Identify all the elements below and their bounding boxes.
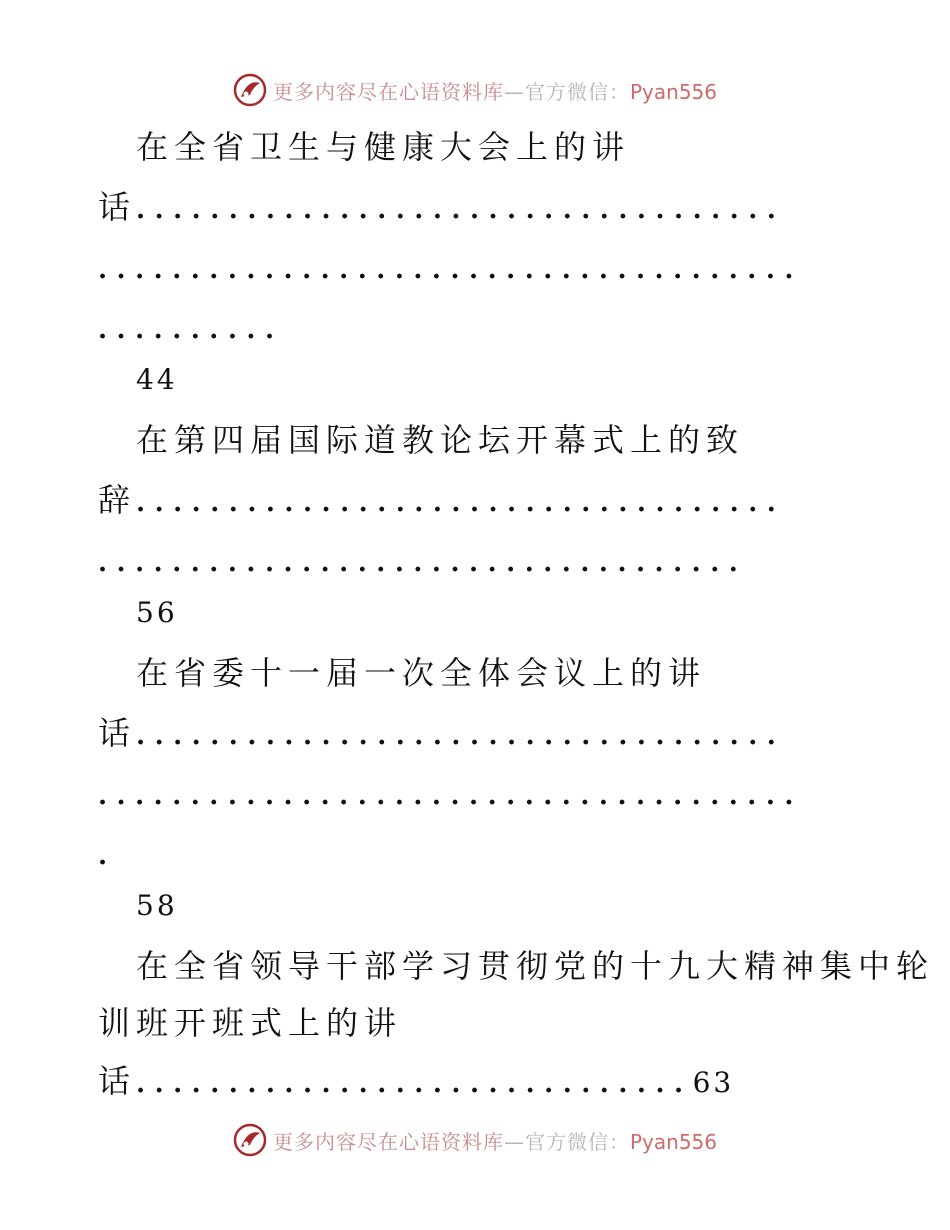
toc-entry-4-leader-row-1 (98, 1056, 734, 1106)
toc-entry-3-dots-2: ...................................... (98, 781, 803, 811)
toc-entry-3-leader-row-3 (98, 828, 117, 878)
toc-entry-3-title: 在省委十一届一次全体会议上的讲 (136, 654, 707, 692)
toc-entry-3-page-number: 58 (136, 889, 178, 922)
footer-brand-text: 更多内容尽在心语资料库 (272, 1129, 504, 1154)
toc-entry-1-dots-2: ...................................... (98, 255, 803, 285)
toc-entry-3-dots-3: . (98, 841, 117, 871)
toc-entry-1-leader-row-2 (98, 242, 803, 292)
toc-entry-2-leader-row-2 (98, 535, 747, 585)
header-brand-text: 更多内容尽在心语资料库 (272, 79, 504, 104)
brand-logo-icon (233, 1123, 267, 1157)
footer-wechat-id: Pyan556 (629, 1129, 717, 1154)
toc-entry-1-dots-3: .......... (98, 315, 284, 345)
toc-entry-1-title-tail: 话 (98, 188, 137, 226)
toc-entry-1-leader-row-1 (98, 182, 785, 232)
toc-entry-1-page-number: 44 (136, 363, 178, 396)
toc-entry-2-title: 在第四届国际道教论坛开幕式上的致 (136, 421, 745, 459)
footer-banner-text (273, 1126, 717, 1155)
toc-entry-4-title-line-2: 训班开班式上的讲 (98, 1004, 403, 1042)
footer-banner (0, 1120, 950, 1160)
toc-entry-3-leader-row-1 (98, 708, 785, 758)
toc-entry-2-title-tail: 辞 (98, 481, 137, 519)
toc-entry-3-dots-1: ................................... (136, 721, 786, 751)
header-banner-text (273, 76, 717, 105)
header-banner (0, 70, 950, 110)
header-dash: — (503, 79, 525, 104)
toc-entry-4-title-tail: 话 (98, 1062, 137, 1100)
header-wechat-id: Pyan556 (629, 79, 717, 104)
footer-wechat-label: 官方微信： (524, 1129, 630, 1154)
toc-entry-3-leader-row-2 (98, 768, 803, 818)
toc-entry-4-dots-1: .............................. (136, 1069, 693, 1099)
toc-entry-4-title: 在全省领导干部学习贯彻党的十九大精神集中轮 (136, 947, 935, 985)
toc-entry-2-leader-row-1 (98, 475, 785, 525)
header-wechat-label: 官方微信： (524, 79, 630, 104)
toc-entry-4-page-number: 63 (692, 1066, 735, 1099)
toc-entry-3-title-tail: 话 (98, 714, 137, 752)
toc-entry-2-dots-1: ................................... (136, 488, 786, 518)
footer-dash: — (503, 1129, 525, 1154)
toc-entry-1-leader-row-3 (98, 302, 284, 352)
toc-entry-1-title: 在全省卫生与健康大会上的讲 (136, 128, 631, 166)
brand-logo-icon (233, 73, 267, 107)
toc-entry-2-dots-2: ................................... (98, 548, 748, 578)
toc-entry-2-page-number: 56 (136, 596, 178, 629)
toc-entry-1-dots-1: ................................... (136, 195, 786, 225)
